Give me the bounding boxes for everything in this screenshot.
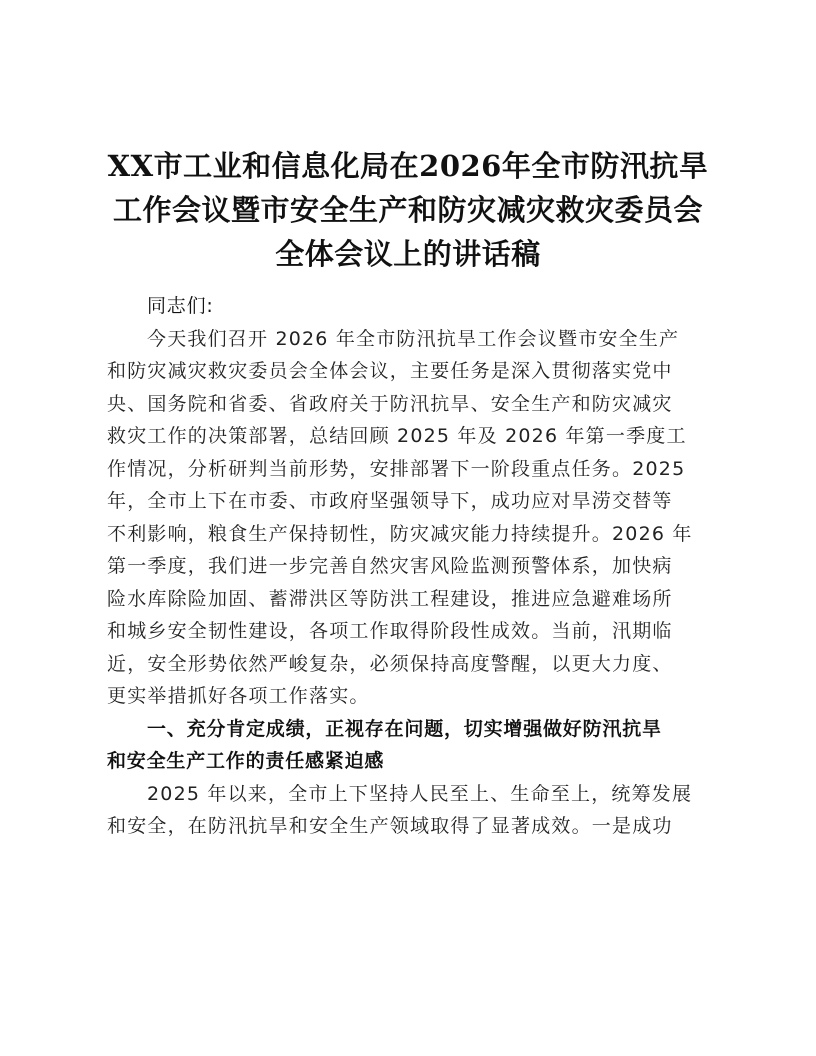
paragraph-line: 和安全，在防汛抗旱和安全生产领域取得了显著成效。一是成功 (107, 815, 673, 837)
paragraph-intro (107, 323, 713, 713)
paragraph-line: 2025 年以来，全市上下坚持人民至上、生命至上，统筹发展 (147, 782, 693, 805)
paragraph-line: 不利影响，粮食生产保持韧性，防灾减灾能力持续提升。2026 年 (107, 522, 693, 545)
paragraph-line: 近，安全形势依然严峻复杂，必须保持高度警醒，以更大力度、 (107, 652, 673, 675)
paragraph-line: 和防灾减灾救灾委员会全体会议，主要任务是深入贯彻落实党中 (107, 360, 673, 382)
paragraph-line: 险水库除险加固、蓄滞洪区等防洪工程建设，推进应急避难场所 (107, 587, 673, 610)
paragraph-line: 救灾工作的决策部署，总结回顾 2025 年及 2026 年第一季度工 (107, 425, 687, 447)
paragraph-line: 年，全市上下在市委、市政府坚强领导下，成功应对旱涝交替等 (107, 490, 673, 512)
paragraph-line: 更实举措抓好各项工作落实。 (107, 685, 370, 707)
salutation (107, 290, 713, 323)
paragraph-line: 作情况，分析研判当前形势，安排部署下一阶段重点任务。2025 (107, 457, 686, 480)
title-line-1: XX市工业和信息化局在2026年全市防汛抗旱 (107, 149, 709, 183)
heading-line: 一、充分肯定成绩，正视存在问题，切实增强做好防汛抗旱 (147, 717, 662, 740)
section-heading-1 (107, 713, 713, 778)
paragraph-line: 和城乡安全韧性建设，各项工作取得阶段性成效。当前，汛期临 (107, 620, 673, 642)
paragraph-section-1 (107, 778, 713, 843)
heading-line: 和安全生产工作的责任感紧迫感 (107, 750, 385, 772)
paragraph-line: 今天我们召开 2026 年全市防汛抗旱工作会议暨市安全生产 (147, 327, 680, 350)
paragraph-line: 第一季度，我们进一步完善自然灾害风险监测预警体系，加快病 (107, 555, 673, 577)
salutation-text: 同志们: (147, 295, 214, 317)
paragraph-line: 央、国务院和省委、省政府关于防汛抗旱、安全生产和防灾减灾 (107, 392, 673, 415)
document-title (100, 144, 716, 276)
title-line-2: 工作会议暨市安全生产和防灾减灾救灾委员会 (112, 193, 703, 227)
document-body (107, 290, 713, 843)
title-line-3: 全体会议上的讲话稿 (275, 237, 541, 271)
